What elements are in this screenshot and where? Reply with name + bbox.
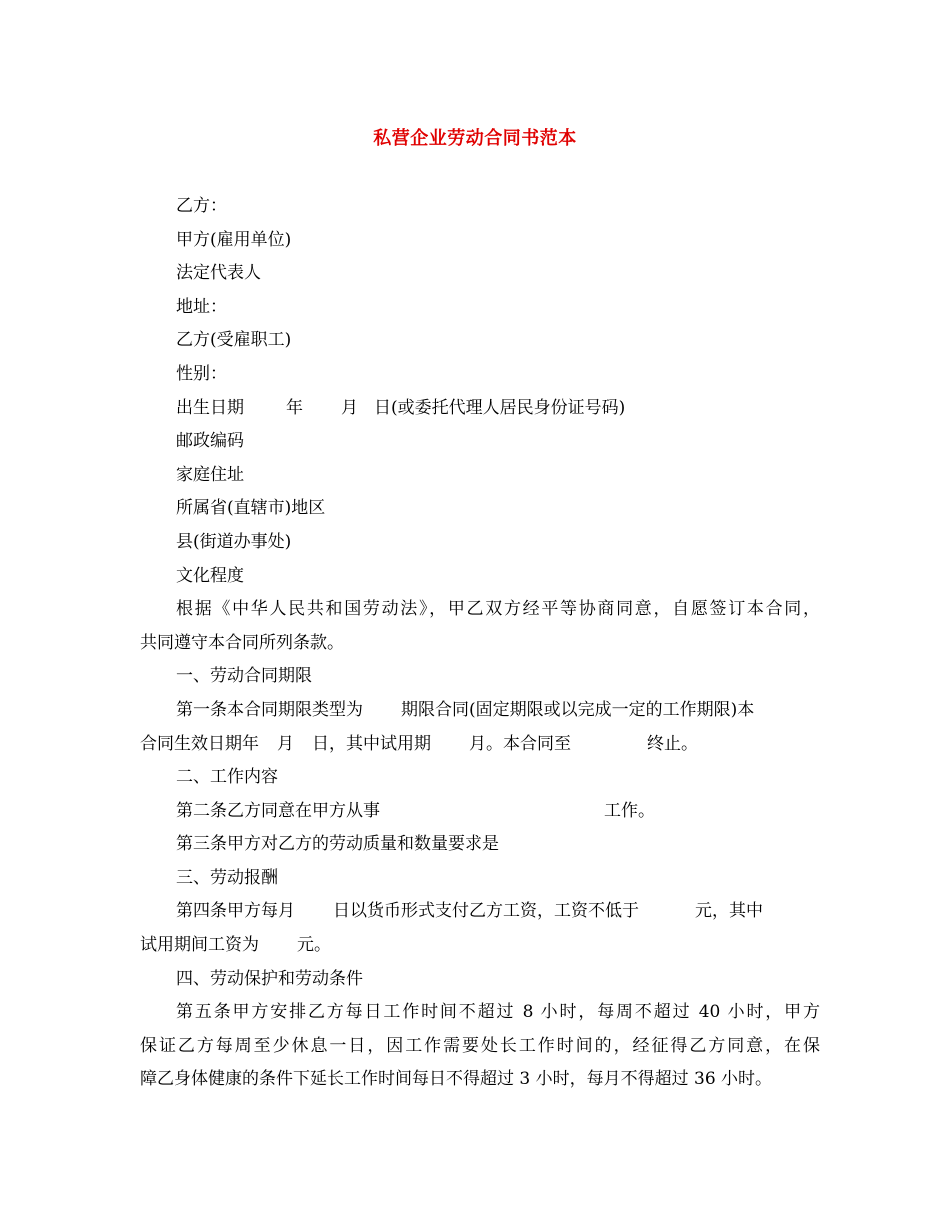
text-line: 出生日期 [176, 397, 244, 418]
text-line: 日以货币形式支付乙方工资，工资不低于 [333, 901, 639, 922]
text-line: 所属省(直辖市)地区 [176, 498, 326, 519]
text-line: 县(街道办事处) [176, 531, 292, 552]
article-4-line [140, 895, 820, 929]
text-line: 工作。 [604, 800, 655, 821]
postal-code-line [140, 425, 820, 459]
preamble-line-2 [140, 627, 820, 661]
text-line: 期限合同(固定期限或以完成一定的工作期限)本 [401, 699, 755, 720]
text-line: 元，其中 [695, 901, 763, 922]
article-1-line [140, 694, 820, 728]
text-line: 家庭住址 [176, 464, 244, 485]
text-line: 第三条甲方对乙方的劳动质量和数量要求是 [176, 834, 499, 855]
document-body [140, 190, 820, 1097]
text-line: 共同遵守本合同所列条款。 [140, 632, 344, 653]
legal-rep-line [140, 257, 820, 291]
section-4-heading [140, 963, 820, 997]
text-line: 月。本合同至 [469, 733, 571, 754]
text-line: 试用期间工资为 [140, 935, 259, 956]
province-line [140, 492, 820, 526]
text-line: 一、劳动合同期限 [176, 666, 312, 687]
text-line: 第一条本合同期限类型为 [176, 699, 363, 720]
text-line: 乙方： [176, 196, 227, 216]
text-line: 根据《中华人民共和国劳动法》，甲乙双方经平等协商同意，自愿签订本合同， [176, 599, 820, 620]
gender-line [140, 358, 820, 392]
section-3-heading [140, 862, 820, 896]
text-line: 日(或委托代理人居民身份证号码) [374, 397, 626, 418]
text-line: 障乙身体健康的条件下延长工作时间每日不得超过 3 小时，每月不得超过 36 小时。 [140, 1069, 773, 1090]
article-3-line [140, 828, 820, 862]
article-5-line [140, 996, 820, 1030]
text-line: 月 [277, 733, 294, 754]
home-address-line [140, 459, 820, 493]
text-line: 法定代表人 [176, 263, 261, 284]
text-line: 终止。 [647, 733, 698, 754]
text-line: 第二条乙方同意在甲方从事 [176, 800, 380, 821]
article-2-line [140, 795, 820, 829]
preamble-line [140, 593, 820, 627]
county-line [140, 526, 820, 560]
text-line: 合同生效日期年 [140, 733, 259, 754]
text-line: 年 [286, 397, 303, 418]
text-line: 元。 [297, 935, 331, 956]
address-line [140, 291, 820, 325]
birth-date-line [140, 392, 820, 426]
article-5-line-2 [140, 1030, 820, 1064]
article-5-line-3 [140, 1063, 820, 1097]
text-line: 性别： [176, 363, 227, 384]
text-line: 乙方(受雇职工) [176, 330, 292, 351]
text-line: 文化程度 [176, 565, 244, 586]
text-line: 第五条甲方安排乙方每日工作时间不超过 8 小时，每周不超过 40 小时，甲方 [176, 1002, 820, 1023]
text-line: 甲方(雇用单位) [176, 229, 292, 250]
employee-line [140, 324, 820, 358]
party-a-line [140, 224, 820, 258]
party-b-line [140, 190, 820, 224]
text-line: 保证乙方每周至少休息一日，因工作需要处长工作时间的，经征得乙方同意，在保 [140, 1035, 820, 1056]
text-line: 日，其中试用期 [312, 733, 431, 754]
text-line: 四、劳动保护和劳动条件 [176, 968, 363, 989]
text-line: 邮政编码 [176, 431, 244, 452]
text-line: 三、劳动报酬 [176, 867, 278, 888]
education-line [140, 560, 820, 594]
text-line: 第四条甲方每月 [176, 901, 295, 922]
section-1-heading [140, 660, 820, 694]
article-1-line-2 [140, 728, 820, 762]
document-title: 私营企业劳动合同书范本 [373, 128, 577, 149]
section-2-heading [140, 761, 820, 795]
text-line: 二、工作内容 [176, 767, 278, 788]
article-4-line-2 [140, 929, 820, 963]
text-line: 地址： [176, 296, 227, 317]
text-line: 月 [341, 397, 358, 418]
